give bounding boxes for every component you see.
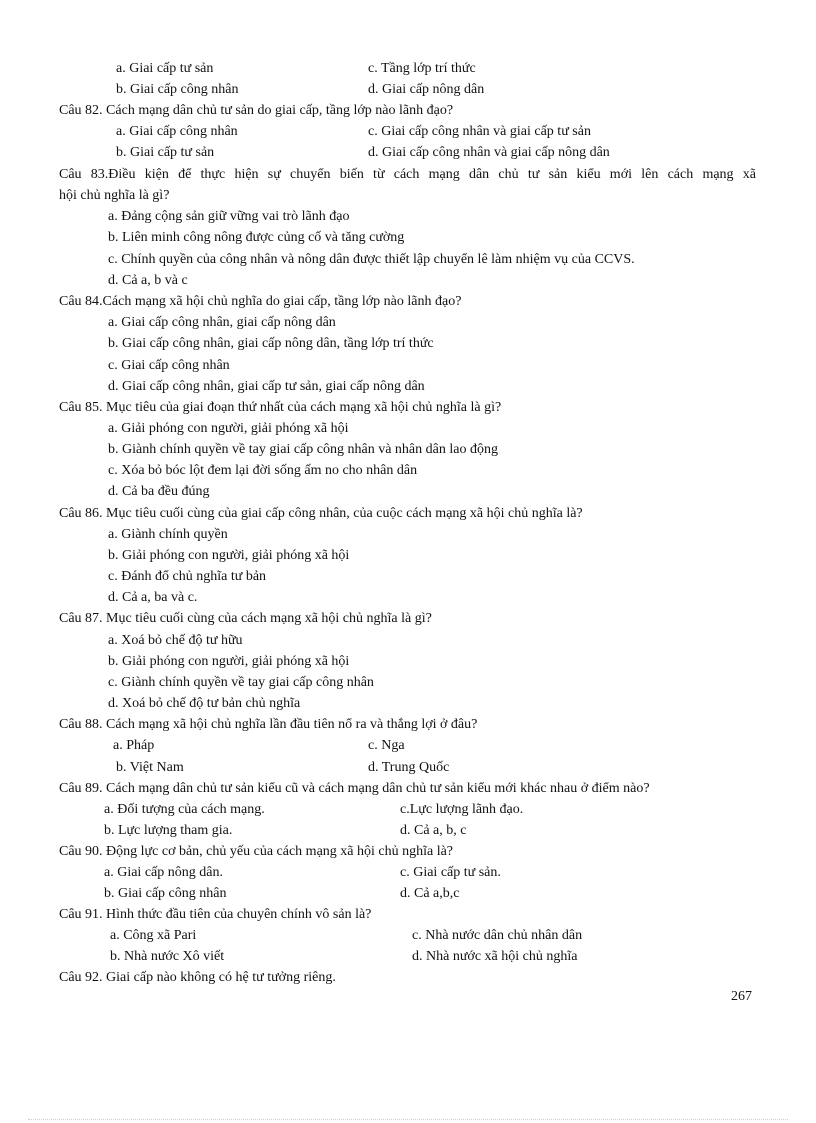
question-line: Câu 84.Cách mạng xã hội chủ nghĩa do giai cấp, tầng lớp nào lãnh đạo?: [59, 294, 462, 309]
option-line: b. Giai cấp công nhân, giai cấp nông dân, tầng lớp trí thức: [108, 336, 434, 351]
option-line: b. Giành chính quyền về tay giai cấp công nhân và nhân dân lao động: [108, 442, 498, 457]
option-line: d. Cả a, ba và c.: [108, 590, 198, 605]
question-line: Câu 91. Hình thức đầu tiên của chuyên chính vô sản là?: [59, 907, 372, 922]
option-line: d. Cả ba đều đúng: [108, 484, 210, 499]
option-line: d. Nhà nước xã hội chủ nghĩa: [412, 949, 578, 964]
option-line: c.Lực lượng lãnh đạo.: [400, 802, 524, 817]
option-line: a. Đối tượng của cách mạng.: [104, 802, 265, 817]
question-line: Câu 83.Điều kiện để thực hiện sự chuyển biến từ cách mạng dân chủ tư sản kiểu mới lên cách mạng xã: [59, 167, 756, 182]
option-line: a. Giải phóng con người, giải phóng xã hội: [108, 421, 349, 436]
option-line: b. Giải phóng con người, giải phóng xã hội: [108, 654, 350, 669]
option-line: a. Đảng cộng sản giữ vững vai trò lãnh đạo: [108, 209, 350, 224]
page-number: 267: [731, 989, 752, 1004]
question-line: Câu 85. Mục tiêu của giai đoạn thứ nhất của cách mạng xã hội chủ nghĩa là gì?: [59, 400, 502, 415]
option-line: b. Giải phóng con người, giải phóng xã hội: [108, 548, 350, 563]
question-line: hội chủ nghĩa là gì?: [59, 188, 170, 203]
question-line: Câu 89. Cách mạng dân chủ tư sản kiểu cũ và cách mạng dân chủ tư sản kiểu mới khác nhau ở điểm nào?: [59, 781, 650, 796]
option-line: c. Giai cấp công nhân: [108, 358, 230, 373]
option-line: a. Giành chính quyền: [108, 527, 228, 542]
question-line: Câu 92. Giai cấp nào không có hệ tư tưởng riêng.: [59, 970, 336, 985]
question-line: Câu 88. Cách mạng xã hội chủ nghĩa lần đầu tiên nổ ra và thắng lợi ở đâu?: [59, 717, 478, 732]
option-line: c. Nhà nước dân chủ nhân dân: [412, 928, 583, 943]
option-line: b. Việt Nam: [116, 760, 184, 775]
option-line: c. Giai cấp tư sản.: [400, 865, 501, 880]
option-line: c. Giành chính quyền về tay giai cấp công nhân: [108, 675, 374, 690]
option-line: b. Giai cấp tư sản: [116, 145, 215, 160]
option-line: a. Công xã Pari: [110, 928, 197, 943]
option-line: d. Xoá bỏ chế độ tư bản chủ nghĩa: [108, 696, 301, 711]
option-line: d. Cả a, b, c: [400, 823, 467, 838]
option-line: a. Giai cấp công nhân, giai cấp nông dân: [108, 315, 336, 330]
option-line: d. Cả a, b và c: [108, 273, 188, 288]
option-line: d. Giai cấp công nhân, giai cấp tư sản, giai cấp nông dân: [108, 379, 425, 394]
option-line: c. Tầng lớp trí thức: [368, 61, 476, 76]
question-line: Câu 90. Động lực cơ bản, chủ yếu của cách mạng xã hội chủ nghĩa là?: [59, 844, 454, 859]
option-line: a. Giai cấp tư sản: [116, 61, 214, 76]
option-line: d. Cả a,b,c: [400, 886, 460, 901]
option-line: d. Giai cấp công nhân và giai cấp nông dân: [368, 145, 610, 160]
question-line: Câu 87. Mục tiêu cuối cùng của cách mạng xã hội chủ nghĩa là gì?: [59, 611, 432, 626]
option-line: d. Giai cấp nông dân: [368, 82, 485, 97]
footer-divider: [28, 1119, 788, 1120]
option-line: c. Chính quyền của công nhân và nông dân được thiết lập chuyển lê làm nhiệm vụ của CCVS.: [108, 252, 635, 267]
option-line: a. Giai cấp công nhân: [116, 124, 238, 139]
option-line: a. Xoá bỏ chế độ tư hữu: [108, 633, 243, 648]
option-line: d. Trung Quốc: [368, 760, 450, 775]
option-line: a. Pháp: [113, 738, 155, 753]
option-line: b. Liên minh công nông được củng cố và tăng cường: [108, 230, 405, 245]
option-line: b. Giai cấp công nhân: [116, 82, 239, 97]
option-line: c. Nga: [368, 738, 405, 753]
question-line: Câu 86. Mục tiêu cuối cùng của giai cấp công nhân, của cuộc cách mạng xã hội chủ nghĩa là?: [59, 506, 583, 521]
question-line: Câu 82. Cách mạng dân chủ tư sản do giai cấp, tầng lớp nào lãnh đạo?: [59, 103, 454, 118]
option-line: c. Giai cấp công nhân và giai cấp tư sản: [368, 124, 591, 139]
option-line: b. Nhà nước Xô viết: [110, 949, 225, 964]
option-line: c. Xóa bỏ bóc lột đem lại đời sống ấm no cho nhân dân: [108, 463, 418, 478]
option-line: c. Đánh đổ chủ nghĩa tư bản: [108, 569, 267, 584]
option-line: b. Giai cấp công nhân: [104, 886, 227, 901]
option-line: a. Giai cấp nông dân.: [104, 865, 223, 880]
option-line: b. Lực lượng tham gia.: [104, 823, 233, 838]
